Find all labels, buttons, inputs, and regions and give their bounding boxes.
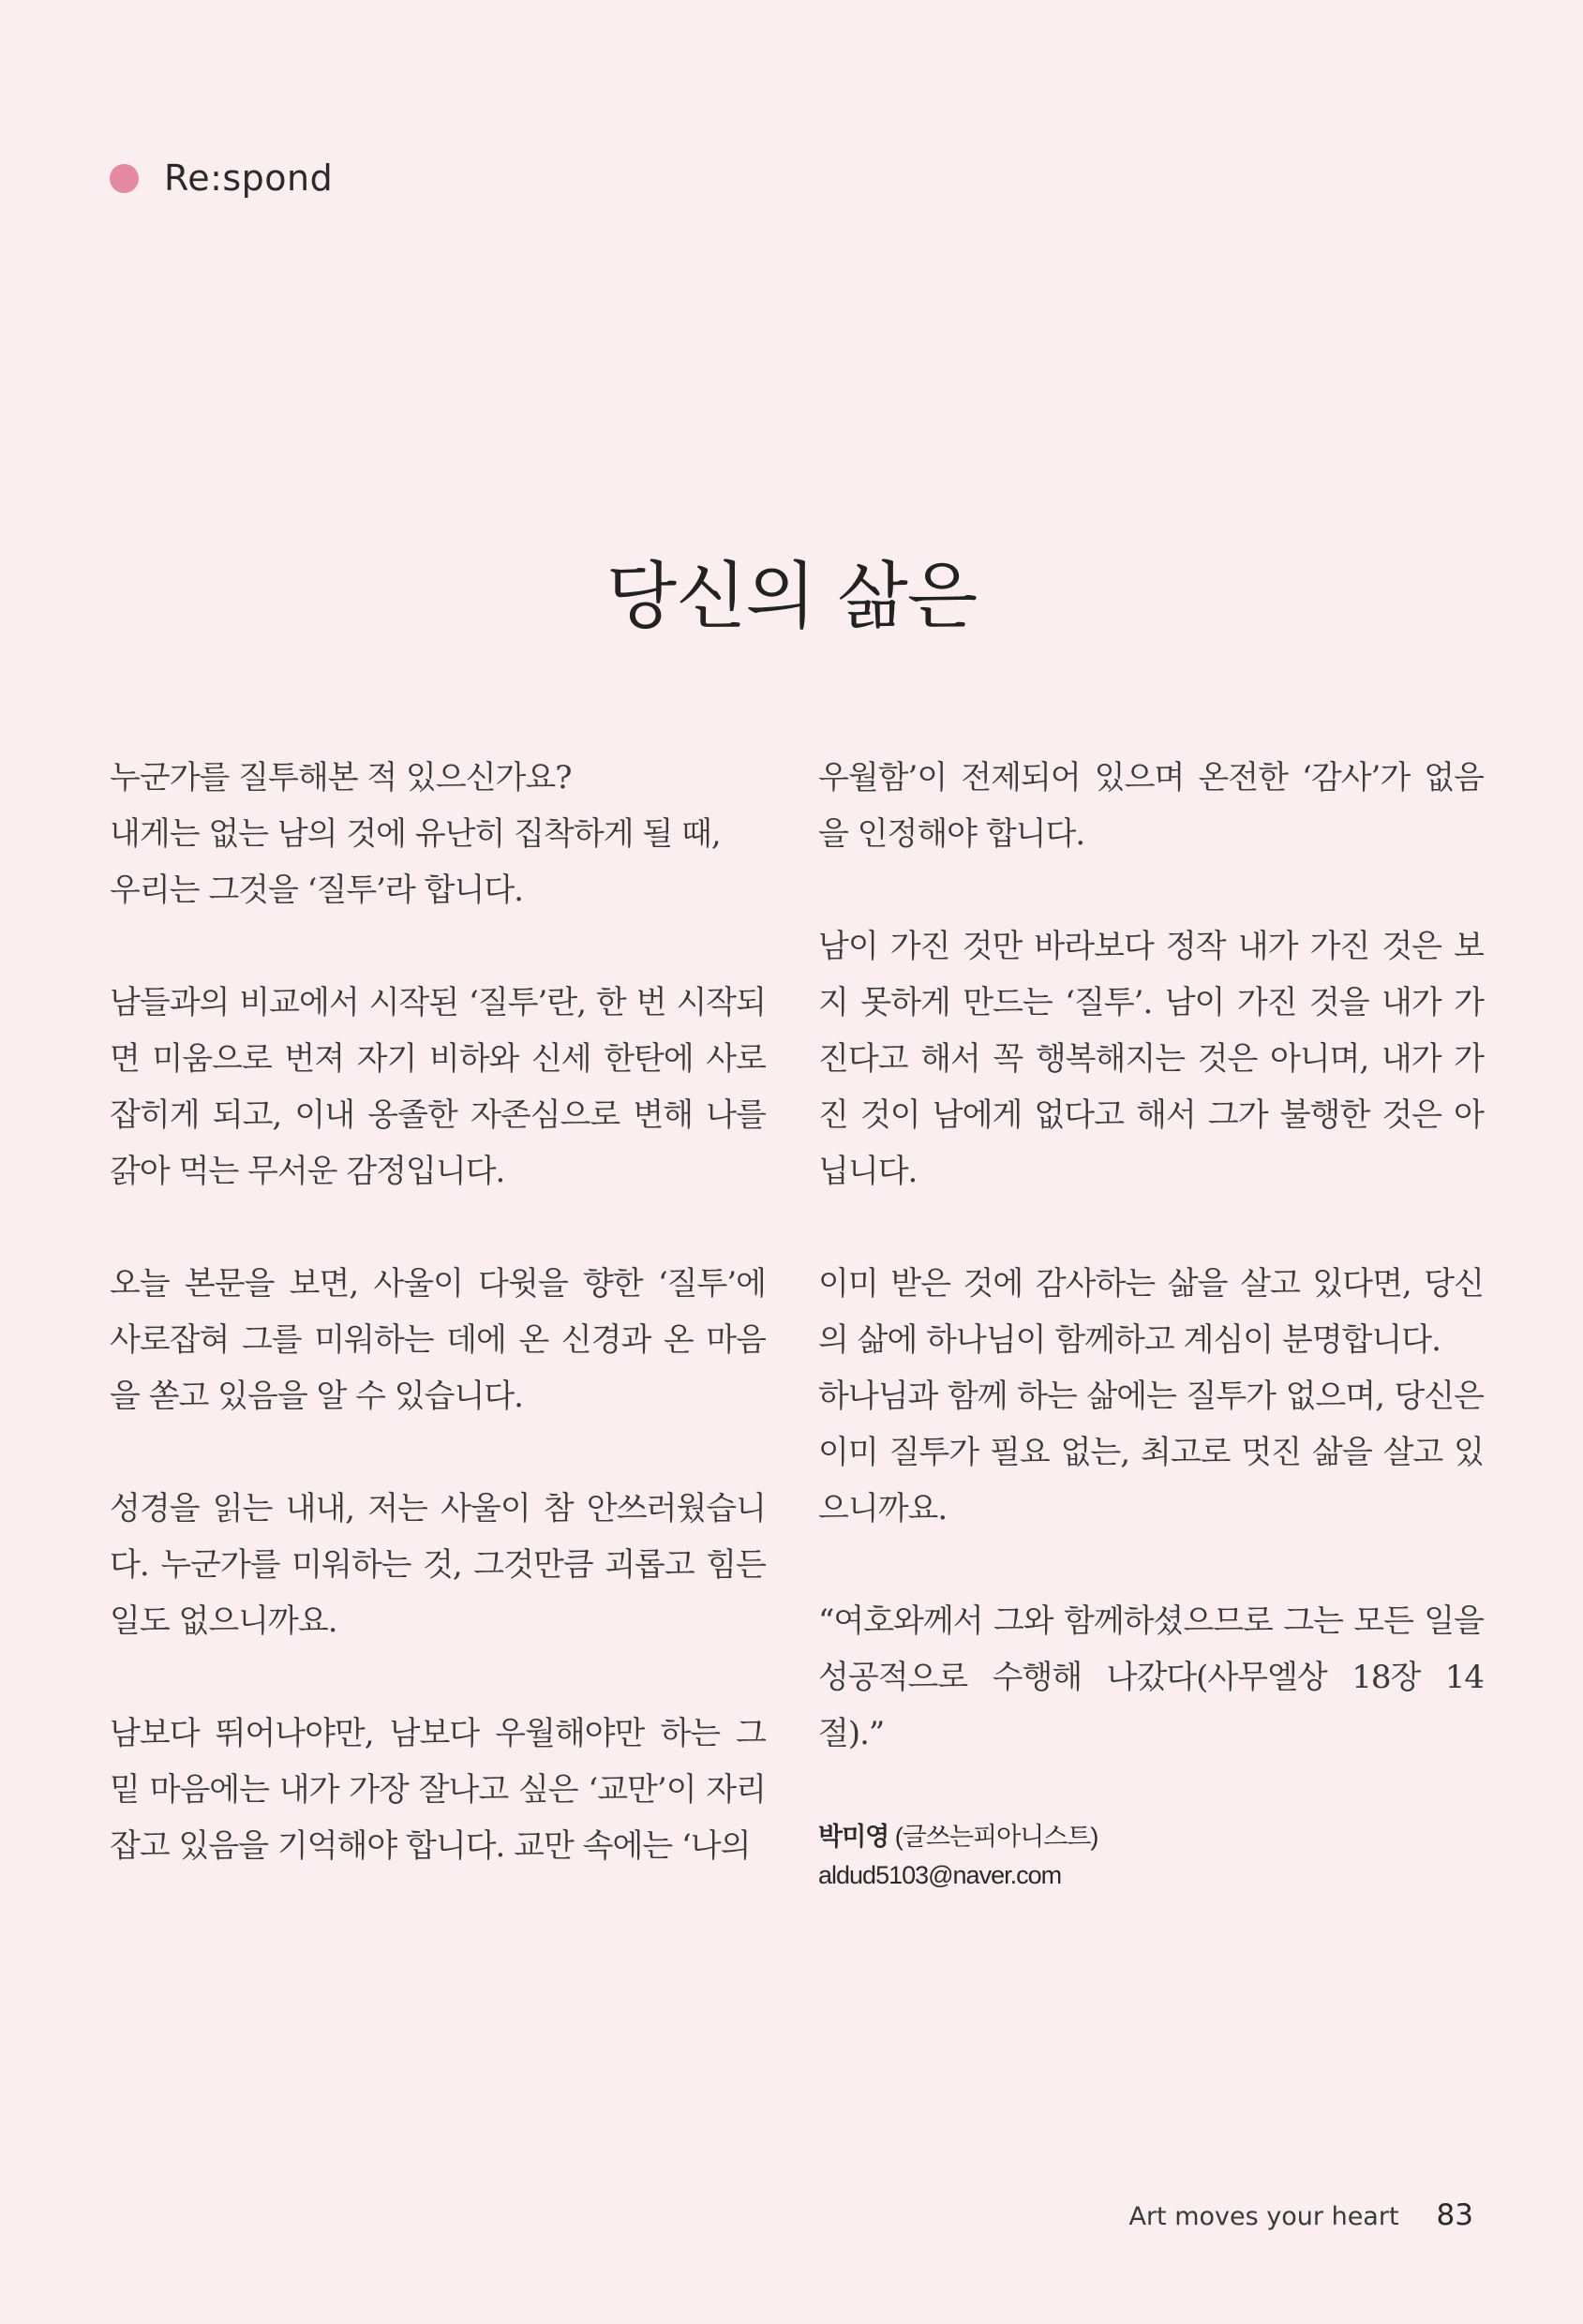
bible-quote: “여호와께서 그와 함께하셨으므로 그는 모든 일을 성공적으로 수행해 나갔다(사무엘상 18장 14절).” xyxy=(818,1602,1484,1752)
page-number: 83 xyxy=(1436,2198,1473,2232)
paragraph: 성경을 읽는 내내, 저는 사울이 참 안쓰러웠습니다. 누군가를 미워하는 것, 그것만큼 괴롭고 힘든 일도 없으니까요. xyxy=(110,1490,766,1640)
section-label: Re:spond xyxy=(164,157,334,199)
paragraph: 남들과의 비교에서 시작된 ‘질투’란, 한 번 시작되면 미움으로 번져 자기 비하와 신세 한탄에 사로잡히게 되고, 이내 옹졸한 자존심으로 변해 나를 갉아 먹는 무서운 감정입니다. xyxy=(110,984,766,1190)
section-dot-icon xyxy=(110,164,139,193)
paragraph: 남이 가진 것만 바라보다 정작 내가 가진 것은 보지 못하게 만드는 ‘질투’. 남이 가진 것을 내가 가진다고 해서 꼭 행복해지는 것은 아니며, 내가 가진 것이 남에게 없다고 해서 그가 불행한 것은 아닙니다. xyxy=(818,928,1484,1190)
footer-tagline: Art moves your heart xyxy=(1128,2202,1399,2231)
page-footer xyxy=(1128,2198,1473,2232)
paragraph: 누군가를 질투해본 적 있으신가요? 내게는 없는 남의 것에 유난히 집착하게 될 때, 우리는 그것을 ‘질투’라 합니다. xyxy=(110,759,721,909)
author-role: (글쓰는피아니스트) xyxy=(894,1823,1098,1851)
paragraph: 이미 받은 것에 감사하는 삶을 살고 있다면, 당신의 삶에 하나님이 함께하고 계심이 분명합니다. 하나님과 함께 하는 삶에는 질투가 없으며, 당신은 이미 질투가 필요 없는, 최고로 멋진 삶을 살고 있으니까요. xyxy=(818,1265,1484,1527)
right-column xyxy=(818,750,1484,1895)
author-name: 박미영 xyxy=(818,1823,889,1851)
left-column xyxy=(110,750,766,1930)
section-header xyxy=(110,157,333,199)
paragraph: 남보다 뛰어나야만, 남보다 우월해야만 하는 그 밑 마음에는 내가 가장 잘나고 싶은 ‘교만’이 자리 잡고 있음을 기억해야 합니다. 교만 속에는 ‘나의 xyxy=(110,1715,766,1865)
paragraph: 오늘 본문을 보면, 사울이 다윗을 향한 ‘질투’에 사로잡혀 그를 미워하는 데에 온 신경과 온 마음을 쏟고 있음을 알 수 있습니다. xyxy=(110,1265,766,1415)
author-block xyxy=(818,1818,1484,1895)
article-title: 당신의 삶은 xyxy=(605,555,978,640)
author-email: aldud5103@naver.com xyxy=(818,1861,1062,1889)
paragraph: 우월함’이 전제되어 있으며 온전한 ‘감사’가 없음을 인정해야 합니다. xyxy=(818,759,1484,853)
